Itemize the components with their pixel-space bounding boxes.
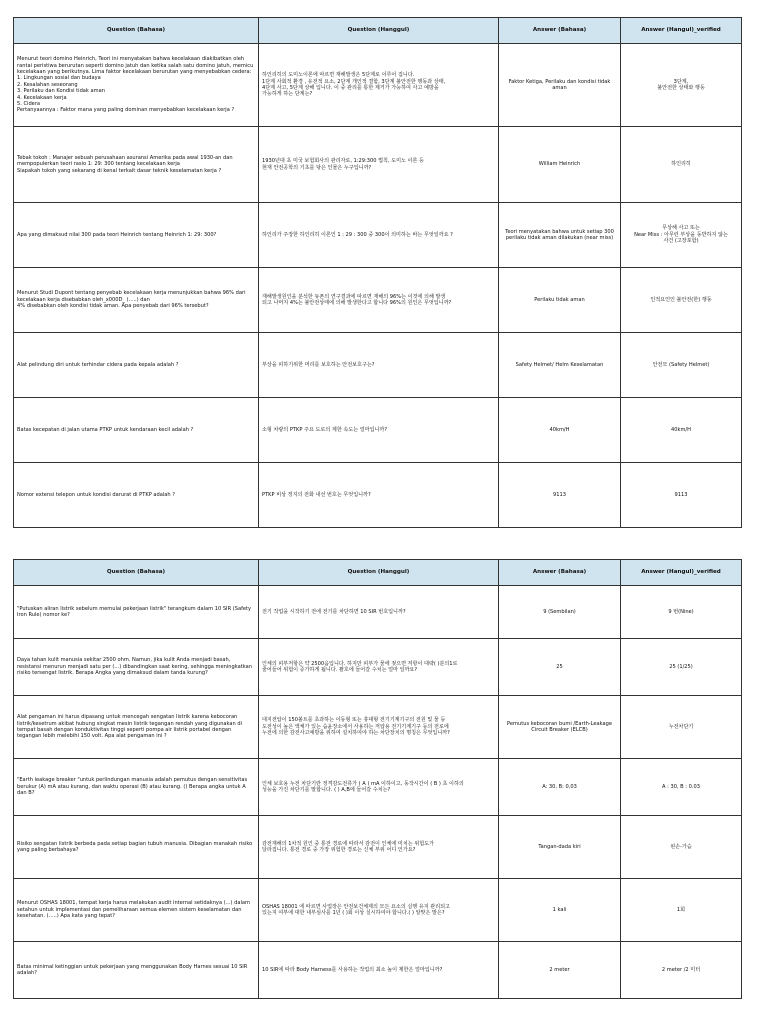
table-row [14,127,742,203]
table-row [14,44,742,127]
header-answer-hangul: Answer (Hangul)_verified [621,18,742,44]
answer-hangul-cell: 40km/H [621,398,742,463]
answer-hangul-cell: A : 30, B : 0.03 [621,759,742,816]
answer-bahasa-cell: William Heinrich [499,127,621,203]
qa-table-1 [13,17,742,528]
answer-bahasa-cell: Teori menyatakan bahwa untuk setiap 300 perilaku tidak aman dilakukan (near miss) [499,203,621,268]
question-bahasa-cell: Menurut Studi Dupont tentang penyebab kecelakaan kerja menunjukkan bahwa 96% dari kecelakaan kerja disebabkan oleh_x000D_ (.....) dan 4% disebabkan oleh kondisi tidak aman. Apa penyebab dari 96% tersebut? [14,268,259,333]
answer-hangul-cell: 무상해 사고 또는 Near Miss : 아무런 부상을 동반하지 않는 사건 (고장포함) [621,203,742,268]
question-hanggul-cell: 하인리가 주장한 하인리히 이론인 1 : 29 : 300 중 300이 의미하는 바는 무엇일까요 ? [259,203,499,268]
answer-bahasa-cell: 9113 [499,463,621,528]
question-bahasa-cell: Alat pelindung diri untuk terhindar cidera pada kepala adalah ? [14,333,259,398]
question-hanggul-cell: 10 SIR에 따라 Body Harness를 사용하는 작업의 최소 높이 제한은 얼마입니까? [259,942,499,999]
answer-bahasa-cell: Tangan-dada kiri [499,816,621,879]
question-bahasa-cell: Batas minimal ketinggian untuk pekerjaan yang menggunakan Body Harnes sesuai 10 SIR adalah? [14,942,259,999]
answer-bahasa-cell: A: 30, B: 0,03 [499,759,621,816]
answer-bahasa-cell: 40km/H [499,398,621,463]
answer-bahasa-cell: Pemutus kebocoran bumi /Earth-Leakage Circuit Breaker (ELCB) [499,696,621,759]
question-hanggul-cell: 하인리히의 도미노이론에 따르면 재해발생은 5단계로 이루어 집니다. 1단계 사회적 환경 , 유전적 요소, 2단계 개인적 결함, 3단계 불안전한 행동과 상태, 4단계 사고, 5단계 상해 입니다. 이 중 관리를 통한 제거가 가능하여 사고 예방을 가능하게 하는 단계는? [259,44,499,127]
question-bahasa-cell: Nomor extensi telepon untuk kondisi darurat di PTKP adalah ? [14,463,259,528]
answer-bahasa-cell: Perilaku tidak aman [499,268,621,333]
answer-bahasa-cell: 2 meter [499,942,621,999]
table-row [14,268,742,333]
table-row [14,942,742,999]
answer-hangul-cell: 25 (1/25) [621,639,742,696]
answer-hangul-cell: 9 번(Nine) [621,586,742,639]
question-bahasa-cell: "Earth leakage breaker "untuk perlindungan manusia adalah pemutus dengan sensitivitas berukur (A) mA atau kurang, dan waktu operasi (B) atau kurang. () Berapa angka untuk A dan B? [14,759,259,816]
answer-hangul-cell: 2 meter /2 미터 [621,942,742,999]
question-bahasa-cell: Batas kecepatan di jalan utama PTKP untuk kendaraan kecil adalah ? [14,398,259,463]
question-hanggul-cell: 전기 작업을 시작하기 전에 전기를 차단하면 10 SIR 번호입니까? [259,586,499,639]
answer-bahasa-cell: 9 (Sembilan) [499,586,621,639]
question-bahasa-cell: Menurut teori domino Heinrich, Teori ini menyatakan bahwa kecelakaan diakibatkan oleh rantai peristiwa berurutan seperti domino jatuh dan ketika salah satu domino jatuh, memicu kecelakaan yang berikutnya. Lima faktor kecelakaan berurutan yang menyebabkan cedera: 1. Lingkungan sosial dan budaya 2. Kesalahan seseorang 3. Perilaku dan Kondisi tidak aman 4. Kecelakaan kerja 5. Cidera Pertanyaannya : Faktor mana yang paling dominan menyebabkan kecelakaan kerja ? [14,44,259,127]
table-row [14,696,742,759]
header-question-hanggul: Question (Hanggul) [259,560,499,586]
question-hanggul-cell: 1930년대 초 미국 보험회사의 관리자로, 1:29:300 법칙, 도미노 이론 등 현재 안전공학의 기초를 닦은 인물은 누구입니까? [259,127,499,203]
header-answer-hangul: Answer (Hangul)_verified [621,560,742,586]
question-bahasa-cell: Apa yang dimaksud nilai 300 pada teori Heinrich tentang Heinrich 1: 29: 300? [14,203,259,268]
question-bahasa-cell: "Putuskan aliran listrik sebelum memulai pekerjaan listrik" terangkum dalam 10 SIR (Safety Iron Rule) nomor ke? [14,586,259,639]
header-question-bahasa: Question (Bahasa) [14,18,259,44]
table-row [14,816,742,879]
question-hanggul-cell: 감전재해의 1차적 원인 중 통전 경로에 따라서 감전이 인체에 미치는 위험도가 달라집니다. 통전 경로 중 가장 위험한 경로는 신체 부위 어디 인가요? [259,816,499,879]
table-row [14,203,742,268]
table-row [14,463,742,528]
question-hanggul-cell: PTKP 비상 정지의 전화 내선 번호는 무엇입니까? [259,463,499,528]
header-question-hanggul: Question (Hanggul) [259,18,499,44]
table-row [14,398,742,463]
table-row [14,639,742,696]
question-hanggul-cell: OSHAS 18001 에 따르면 사업장은 안전보건체제의 모든 요소의 실행 유지 관리되고 있는지 여부에 대한 내부심사를 1년 ( )회 이상 실시하여야 합니다.( ) 알맞은 말은? [259,879,499,942]
answer-bahasa-cell: Safety Helmet/ Helm Keselamatan [499,333,621,398]
header-row [14,18,742,44]
question-hanggul-cell: 인체 보호용 누전 차단기란 정격감도전류가 ( A ) mA 이하이고, 동작시간이 ( B ) 초 이하의 성능을 가진 차단기를 말합니다. ( ) A,B에 들어갈 수치는? [259,759,499,816]
answer-hangul-cell: 인적요인인 불안전(한) 행동 [621,268,742,333]
header-answer-bahasa: Answer (Bahasa) [499,560,621,586]
answer-hangul-cell: 왼손-가슴 [621,816,742,879]
header-answer-bahasa: Answer (Bahasa) [499,18,621,44]
question-bahasa-cell: Daya tahan kulit manusia sekitar 2500 ohm. Namun, jika kulit Anda menjadi basah, resistansi menurun menjadi satu per (...) dibandingkan saat kering, sehingga meningkatkan risiko tersengat listrik. Berapa Angka yang dimaksud dalam tanda kurung? [14,639,259,696]
header-question-bahasa: Question (Bahasa) [14,560,259,586]
answer-hangul-cell: 누전차단기 [621,696,742,759]
answer-bahasa-cell: Faktor Ketiga, Perilaku dan kondisi tidak aman [499,44,621,127]
question-bahasa-cell: Risiko sengatan listrik berbeda pada setiap bagian tubuh manusia. Dibagian manakah risiko yang paling berbahaya? [14,816,259,879]
question-hanggul-cell: 부상을 피하기위한 머리를 보호하는 안전보호구는? [259,333,499,398]
header-row [14,560,742,586]
table-row [14,333,742,398]
question-hanggul-cell: 재해발생원인을 분석한 듀폰의 연구결과에 따르면 재해의 96%는 이것에 의해 발생 되고 나머지 4%는 불안전상태에 의해 발생한다고 합니다 96%의 원인은 무엇입니까? [259,268,499,333]
table-row [14,879,742,942]
table-row [14,759,742,816]
answer-hangul-cell: 1회 [621,879,742,942]
answer-bahasa-cell: 1 kali [499,879,621,942]
question-hanggul-cell: 대지전압이 150볼트를 초과하는 이동형 또는 휴대형 전기기계기구의 전원 및 물 등 도전성이 높은 액체가 있는 습윤장소에서 사용하는 저압용 전기기계기구 등의 전로에 누전에 의한 감전사고예방을 위하여 설치하여야 하는 차단장치의 명칭은 무엇입니까? [259,696,499,759]
answer-hangul-cell: 안전모 (Safety Helmet) [621,333,742,398]
table-row [14,586,742,639]
question-hanggul-cell: 소형 차량의 PTKP 주요 도로의 제한 속도는 얼마입니까? [259,398,499,463]
question-hanggul-cell: 인체의 피부저항은 약 2500옴입니다. 하지만 피부가 물에 젖으면 저항이 대략( )분의1로 줄어들어 위험이 증가하게 됩니다. 괄호에 들어갈 수치는 얼마 일까요? [259,639,499,696]
answer-bahasa-cell: 25 [499,639,621,696]
answer-hangul-cell: 하인리히 [621,127,742,203]
question-bahasa-cell: Menurut OSHAS 18001, tempat kerja harus melakukan audit internal setidaknya (...) dalam setahun untuk implementasi dan pemeliharaan semua elemen sistem keselamatan dan kesehatan. (.....) Apa kata yang tepat? [14,879,259,942]
answer-hangul-cell: 3단계, 불안전한 상태와 행동 [621,44,742,127]
question-bahasa-cell: Tebak tokoh : Manajer sebuah perusahaan asuransi Amerika pada awal 1930-an dan mempopulerkan teori rasio 1: 29: 300 tentang kecelakaan kerja Siapakah tokoh yang sekarang di kenal terkait dasar teknik keselamatan kerja ? [14,127,259,203]
question-bahasa-cell: Alat pengaman ini harus dipasang untuk mencegah sengatan listrik karena kebocoran listrik/kesetrum akibat hubung singkat mesin listrik tegangan rendah yang digunakan di tempat basah dengan konduktivitas tinggi seperti pompa air listrik portabel dengan tegangan lebih melebihi 150 volt. Apa alat pengaman ini ? [14,696,259,759]
answer-hangul-cell: 9113 [621,463,742,528]
qa-table-2 [13,559,742,999]
